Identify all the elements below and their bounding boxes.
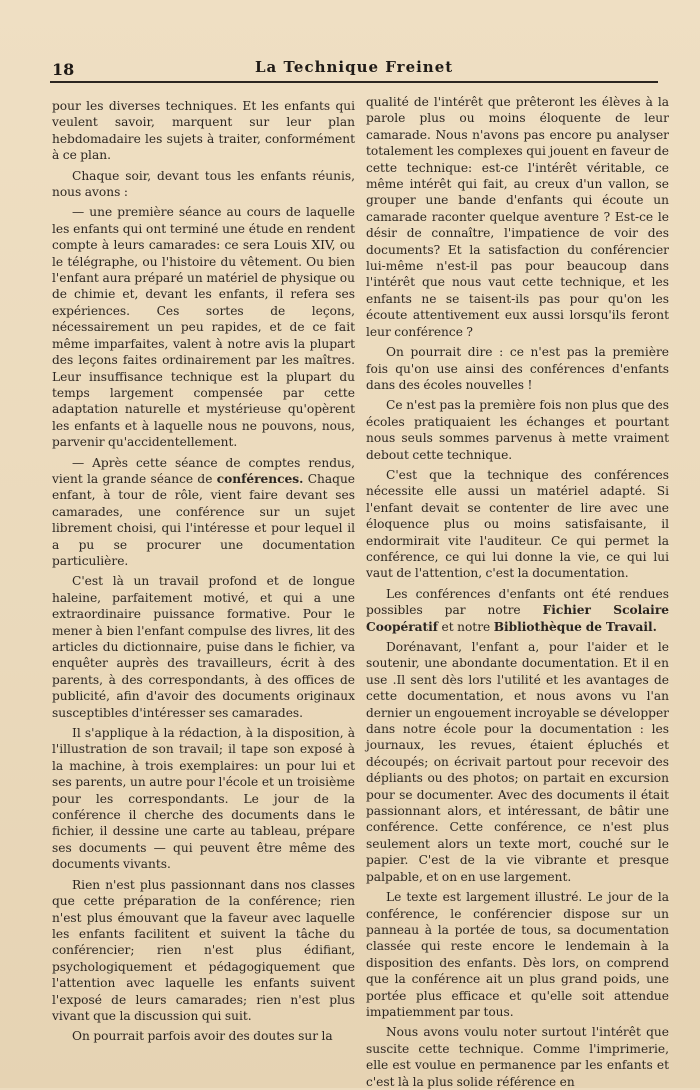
emphasized-text: conférences. bbox=[216, 471, 304, 486]
right-column-paragraph: Nous avons voulu noter surtout l'intérêt que suscite cette technique. Comme l'imprimerie, elle est voulue en permanence par les enfants et c'est là la plus solide référence en bbox=[366, 1025, 669, 1089]
paragraph-text: — Après cette séance de comptes rendus, vient la grande séance de bbox=[52, 455, 355, 486]
right-column-paragraph: Dorénavant, l'enfant a, pour l'aider et le soutenir, une abondante documentation. Et il en use .Il sent dès lors l'utilité et les avantages de cette documentation, et nous avons vu l'an dernier un engouement incroyable se développer dans notre école pour la documentation : les journaux, les revues, étaient épluchés et découpés; on écrivait partout pour recevoir des dépliants ou des photos; on partait en excursion pour se documenter. Avec des documents il était passionnant alors, et intéressant, de bâtir une conférence. Cette conférence, ce n'est plus seulement alors un texte mort, couché sur le papier. C'est de la vie vibrante et presque palpable, et on en use largement. bbox=[366, 640, 669, 884]
right-column-paragraph: On pourrait dire : ce n'est pas la première fois qu'on use ainsi des conférences d'enfants dans des écoles nouvelles ! bbox=[366, 345, 669, 392]
left-column-paragraph: pour les diverses techniques. Et les enfants qui veulent savoir, marquent sur leur plan hebdomadaire les sujets à traiter, conformément à ce plan. bbox=[52, 99, 355, 163]
emphasized-text: Fichier Scolaire Coopératif bbox=[366, 603, 669, 634]
paragraph-text: et notre bbox=[438, 619, 494, 634]
journal-title: La Technique Freinet bbox=[255, 58, 454, 76]
right-column-paragraph: qualité de l'intérêt que prêteront les élèves à la parole plus ou moins éloquente de leur camarade. Nous n'avons pas encore pu analyser totalement les complexes qui jouent en faveur de cette technique: est-ce l'intérêt véritable, ce même intérêt qui fait, au creux d'un vallon, se grouper une bande d'enfants qui écoute un camarade raconter quelque aventure ? Est-ce le désir de connaître, l'impatience de voir des documents? Et la satisfaction du conférencier lui-même n'est-il pas pour beaucoup dans l'intérêt que nous vaut cette technique, et les enfants ne se taisent-ils pas pour qu'on les écoute attentivement eux aussi lorsqu'ils feront leur conférence ? bbox=[366, 95, 669, 339]
left-column-paragraph: On pourrait parfois avoir des doutes sur la bbox=[72, 1029, 333, 1044]
left-column-paragraph: Chaque soir, devant tous les enfants réunis, nous avons : bbox=[52, 168, 355, 200]
right-column-paragraph: Le texte est largement illustré. Le jour de la conférence, le conférencier dispose sur un panneau à la portée de tous, sa documentation classée qui reste encore le lendemain à la disposition des enfants. Dès lors, on comprend que la conférence ait un plus grand poids, une portée plus efficace et qu'elle soit attendue impatiemment par tous. bbox=[366, 890, 669, 1019]
right-column-paragraph: Ce n'est pas la première fois non plus que des écoles pratiquaient les échanges et pourtant nous seuls sommes parvenus à mette vraiment debout cette technique. bbox=[366, 398, 669, 462]
left-column-paragraph: C'est là un travail profond et de longue haleine, parfaitement motivé, et qui a une extraordinaire puissance formative. Pour le mener à bien l'enfant compulse des livres, lit des articles du dictionnaire, puise dans le fichier, va enquêter auprès des travailleurs, écrit à des parents, à des correspondants, à des offices de publicité, afin d'avoir des documents originaux susceptibles d'intéresser ses camarades. bbox=[52, 574, 355, 720]
page-number: 18 bbox=[52, 60, 75, 79]
left-column-paragraph bbox=[52, 455, 355, 570]
right-column-paragraph: C'est que la technique des conférences nécessite elle aussi un matériel adapté. Si l'enfant devait se contenter de lire avec une éloquence plus ou moins satisfaisante, il endormirait vite l'auditeur. Ce qui permet la conférence, ce qui lui donne la vie, ce qui lui vaut de l'attention, c'est la documentation. bbox=[366, 467, 669, 581]
left-column bbox=[52, 98, 355, 1048]
right-column bbox=[366, 94, 669, 1089]
right-column-paragraph bbox=[366, 586, 669, 635]
left-column-paragraph: Il s'applique à la rédaction, à la disposition, à l'illustration de son travail; il tape son exposé à la machine, à trois exemplaires: un pour lui et ses parents, un autre pour l'école et un troisième pour les correspondants. Le jour de la conférence il cherche des documents dans le fichier, il dessine une carte au tableau, prépare ses documents — qui peuvent être même des documents vivants. bbox=[52, 726, 355, 872]
emphasized-text: Bibliothèque de Travail. bbox=[493, 619, 657, 634]
paragraph-text: Les conférences d'enfants ont été rendues possibles par notre bbox=[366, 586, 669, 618]
header-rule bbox=[50, 81, 658, 83]
left-column-paragraph: — une première séance au cours de laquelle les enfants qui ont terminé une étude en rendent compte à leurs camarades: ce sera Louis XIV, ou le télégraphe, ou l'histoire du vêtement. Ou bien l'enfant aura préparé un matériel de physique ou de chimie et, devant les enfants, il refera ses expériences. Ces sortes de leçons, nécessairement un peu rapides, et de ce fait même imparfaites, valent à notre avis la plupart des leçons faites ordinairement par les maîtres. Leur insuffisance technique est la plupart du temps largement compensée par cette adaptation naturelle et mystérieuse qu'opèrent les enfants et à laquelle nous ne pouvons, nous, parvenir qu'accidentellement. bbox=[52, 205, 355, 450]
page-header bbox=[50, 58, 658, 80]
left-column-paragraph: Rien n'est plus passionnant dans nos classes que cette préparation de la conférence; rien n'est plus émouvant que la faveur avec laquelle les enfants facilitent et suivent la tâche du conférencier; rien n'est plus édifiant, psychologiquement et pédagogiquement que l'attention avec laquelle les enfants suivent l'exposé de leurs camarades; rien n'est plus vivant que la discussion qui suit. bbox=[52, 877, 355, 1023]
paragraph-text: Chaque enfant, à tour de rôle, vient faire devant ses camarades, une conférence sur un sujet librement choisi, qui l'intéresse et pour lequel il a pu se procurer une documentation particulière. bbox=[52, 471, 356, 568]
